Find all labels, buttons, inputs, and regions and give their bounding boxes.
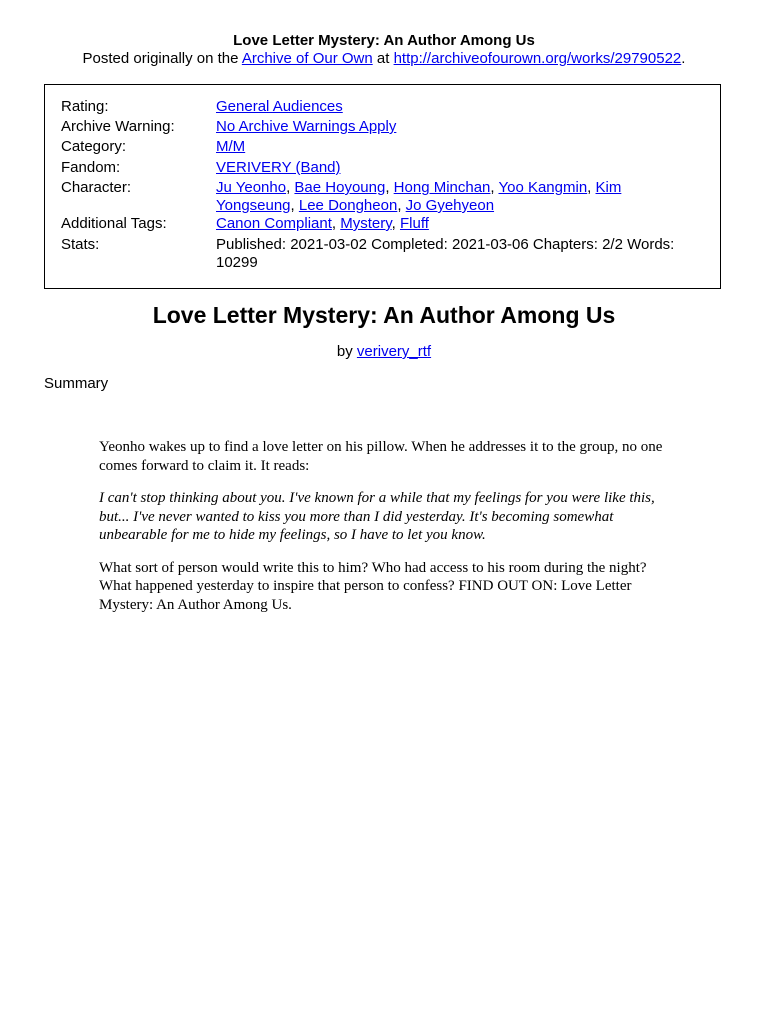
archive-of-our-own-link[interactable]: Archive of Our Own <box>241 50 373 67</box>
summary-letter-quote: I can't stop thinking about you. I've known for a while that my feelings for you were like this, but... I've never wanted to kiss you more than I did yesterday. It's becoming somewhat unbearable for me to hide my feelings, so I have to let you know. <box>99 490 655 543</box>
author-link[interactable]: verivery_rtf <box>356 343 432 360</box>
character-link[interactable]: Yoo Kangmin <box>498 179 588 196</box>
character-link[interactable]: Kim Yongseung <box>216 179 622 214</box>
fandom-link[interactable]: VERIVERY (Band) <box>216 159 341 176</box>
character-link[interactable]: Bae Hoyoung <box>294 179 386 196</box>
posted-prefix: Posted originally on the <box>82 50 242 67</box>
tag-link[interactable]: Canon Compliant <box>216 215 332 232</box>
work-url-link[interactable]: http://archiveofourown.org/works/29790522 <box>393 50 682 67</box>
posted-suffix: . <box>681 50 686 67</box>
byline-prefix: by <box>336 343 357 360</box>
summary-heading: Summary <box>44 375 109 392</box>
tag-link[interactable]: Fluff <box>399 215 429 232</box>
stats-label: Stats: <box>61 236 100 253</box>
character-link[interactable]: Hong Minchan <box>393 179 491 196</box>
character-link[interactable]: Ju Yeonho <box>216 179 287 196</box>
character-list: Ju Yeonho, Bae Hoyoung, Hong Minchan, Yoo Kangmin, Kim Yongseung, Lee Dongheon, Jo Gyehyeon <box>216 179 622 214</box>
rating-link[interactable]: General Audiences <box>216 98 343 115</box>
character-link[interactable]: Jo Gyehyeon <box>405 197 495 214</box>
summary-paragraph: Yeonho wakes up to find a love letter on his pillow. When he addresses it to the group, no one comes forward to claim it. It reads: <box>99 439 663 474</box>
tag-list: Canon Compliant, Mystery, Fluff <box>216 215 429 232</box>
byline <box>0 343 768 361</box>
posted-mid: at <box>372 50 394 67</box>
archive-warning-link[interactable]: No Archive Warnings Apply <box>216 118 397 135</box>
category-link[interactable]: M/M <box>216 138 246 155</box>
work-title: Love Letter Mystery: An Author Among Us <box>152 302 616 328</box>
summary-paragraph: What sort of person would write this to him? Who had access to his room during the night? What happened yesterday to inspire that person to confess? FIND OUT ON: Love Letter Mystery: An Author Among Us. <box>99 559 647 613</box>
additional-tags-label: Additional Tags: <box>61 215 167 232</box>
character-label: Character: <box>61 179 132 196</box>
rating-label: Rating: <box>61 98 109 115</box>
summary-body <box>99 438 671 628</box>
fandom-label: Fandom: <box>61 159 121 176</box>
category-label: Category: <box>61 138 127 155</box>
posted-originally-line <box>0 50 768 68</box>
character-link[interactable]: Lee Dongheon <box>298 197 398 214</box>
archive-warning-label: Archive Warning: <box>61 118 175 135</box>
work-metadata-box <box>44 84 721 289</box>
tag-link[interactable]: Mystery <box>340 215 392 232</box>
document-header-title: Love Letter Mystery: An Author Among Us <box>233 32 535 49</box>
stats-value: Published: 2021-03-02 Completed: 2021-03-06 Chapters: 2/2 Words: 10299 <box>216 236 675 271</box>
